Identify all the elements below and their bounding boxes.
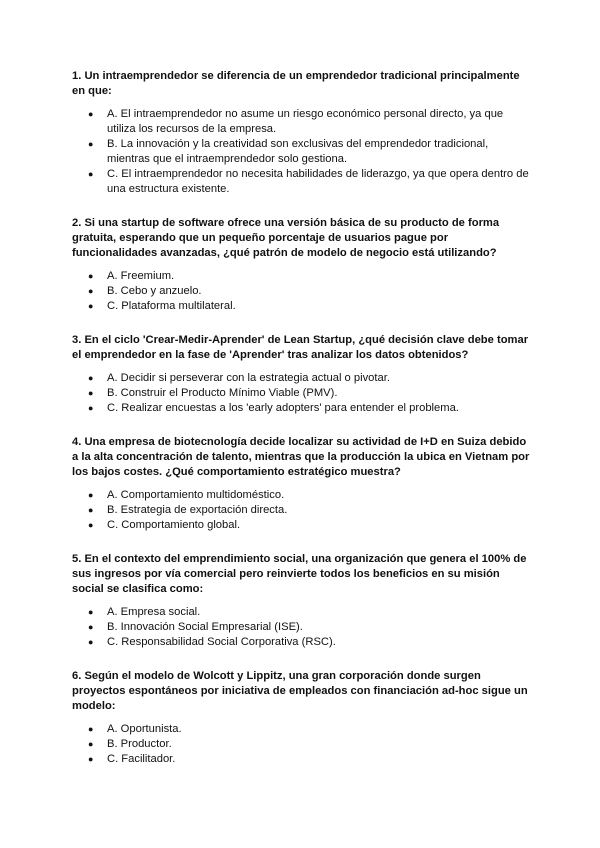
option-text: C. Comportamiento global. bbox=[107, 519, 241, 531]
option-item bbox=[72, 401, 530, 416]
question-title: 4. Una empresa de biotecnología decide localizar su actividad de I+D en Suiza debido a la alta concentración de talento, mientras que la producción la ubica en Vietnam por los bajos costes. ¿Qué comportamiento estratégico muestra? bbox=[72, 436, 530, 478]
question-title: 6. Según el modelo de Wolcott y Lippitz, una gran corporación donde surgen proyectos espontáneos por iniciativa de empleados con financiación ad-hoc sigue un modelo: bbox=[72, 670, 528, 712]
option-list bbox=[72, 269, 530, 314]
bullet-icon: ● bbox=[88, 739, 94, 749]
option-text: C. Realizar encuestas a los 'early adopters' para entender el problema. bbox=[107, 402, 459, 414]
option-text: C. Plataforma multilateral. bbox=[107, 300, 236, 312]
bullet-icon: ● bbox=[88, 109, 94, 119]
question-title: 5. En el contexto del emprendimiento social, una organización que genera el 100% de sus ingresos por vía comercial pero reinvierte todos los beneficios en su misión social se clasifica como: bbox=[72, 553, 527, 595]
option-text: B. Estrategia de exportación directa. bbox=[107, 504, 288, 516]
option-text: A. Decidir si perseverar con la estrategia actual o pivotar. bbox=[107, 372, 390, 384]
option-list bbox=[72, 371, 530, 416]
bullet-icon: ● bbox=[88, 301, 94, 311]
bullet-icon: ● bbox=[88, 139, 94, 149]
option-item bbox=[72, 371, 530, 386]
bullet-icon: ● bbox=[88, 724, 94, 734]
bullet-icon: ● bbox=[88, 286, 94, 296]
option-list bbox=[72, 488, 530, 533]
question-1 bbox=[72, 69, 530, 197]
bullet-icon: ● bbox=[88, 505, 94, 515]
question-5 bbox=[72, 552, 530, 650]
option-item bbox=[72, 107, 530, 137]
question-title: 3. En el ciclo 'Crear-Medir-Aprender' de Lean Startup, ¿qué decisión clave debe tomar el emprendedor en la fase de 'Aprender' tras analizar los datos obtenidos? bbox=[72, 334, 529, 361]
option-item bbox=[72, 620, 530, 635]
option-text: A. Empresa social. bbox=[107, 606, 201, 618]
bullet-icon: ● bbox=[88, 622, 94, 632]
bullet-icon: ● bbox=[88, 373, 94, 383]
option-text: C. Facilitador. bbox=[107, 753, 176, 765]
option-item bbox=[72, 284, 530, 299]
option-item bbox=[72, 635, 530, 650]
question-6 bbox=[72, 669, 530, 767]
option-text: B. Cebo y anzuelo. bbox=[107, 285, 202, 297]
option-item bbox=[72, 488, 530, 503]
option-item bbox=[72, 299, 530, 314]
option-text: B. La innovación y la creatividad son exclusivas del emprendedor tradicional, mientras que el intraemprendedor solo gestiona. bbox=[107, 138, 489, 165]
option-item bbox=[72, 722, 530, 737]
option-item bbox=[72, 386, 530, 401]
bullet-icon: ● bbox=[88, 271, 94, 281]
option-item bbox=[72, 269, 530, 284]
question-title: 1. Un intraemprendedor se diferencia de un emprendedor tradicional principalmente en que: bbox=[72, 70, 520, 97]
option-item bbox=[72, 167, 530, 197]
option-text: C. El intraemprendedor no necesita habilidades de liderazgo, ya que opera dentro de una estructura existente. bbox=[107, 168, 529, 195]
bullet-icon: ● bbox=[88, 490, 94, 500]
bullet-icon: ● bbox=[88, 637, 94, 647]
option-list bbox=[72, 107, 530, 197]
option-item bbox=[72, 605, 530, 620]
question-2 bbox=[72, 216, 530, 314]
option-list bbox=[72, 722, 530, 767]
option-text: A. Oportunista. bbox=[107, 723, 182, 735]
bullet-icon: ● bbox=[88, 388, 94, 398]
question-title: 2. Si una startup de software ofrece una versión básica de su producto de forma gratuita, esperando que un pequeño porcentaje de usuarios pague por funcionalidades avanzadas, ¿qué patrón de modelo de negocio está utilizando? bbox=[72, 217, 500, 259]
option-text: A. Freemium. bbox=[107, 270, 175, 282]
bullet-icon: ● bbox=[88, 520, 94, 530]
bullet-icon: ● bbox=[88, 169, 94, 179]
option-text: C. Responsabilidad Social Corporativa (RSC). bbox=[107, 636, 336, 648]
option-item bbox=[72, 518, 530, 533]
question-3 bbox=[72, 333, 530, 416]
option-text: B. Construir el Producto Mínimo Viable (PMV). bbox=[107, 387, 338, 399]
option-item bbox=[72, 737, 530, 752]
option-list bbox=[72, 605, 530, 650]
option-text: A. El intraemprendedor no asume un riesgo económico personal directo, ya que utiliza los recursos de la empresa. bbox=[107, 108, 504, 135]
option-text: B. Productor. bbox=[107, 738, 172, 750]
quiz-document bbox=[72, 69, 530, 786]
option-item bbox=[72, 752, 530, 767]
option-text: B. Innovación Social Empresarial (ISE). bbox=[107, 621, 303, 633]
option-item bbox=[72, 137, 530, 167]
option-item bbox=[72, 503, 530, 518]
bullet-icon: ● bbox=[88, 607, 94, 617]
bullet-icon: ● bbox=[88, 754, 94, 764]
question-4 bbox=[72, 435, 530, 533]
option-text: A. Comportamiento multidoméstico. bbox=[107, 489, 285, 501]
bullet-icon: ● bbox=[88, 403, 94, 413]
